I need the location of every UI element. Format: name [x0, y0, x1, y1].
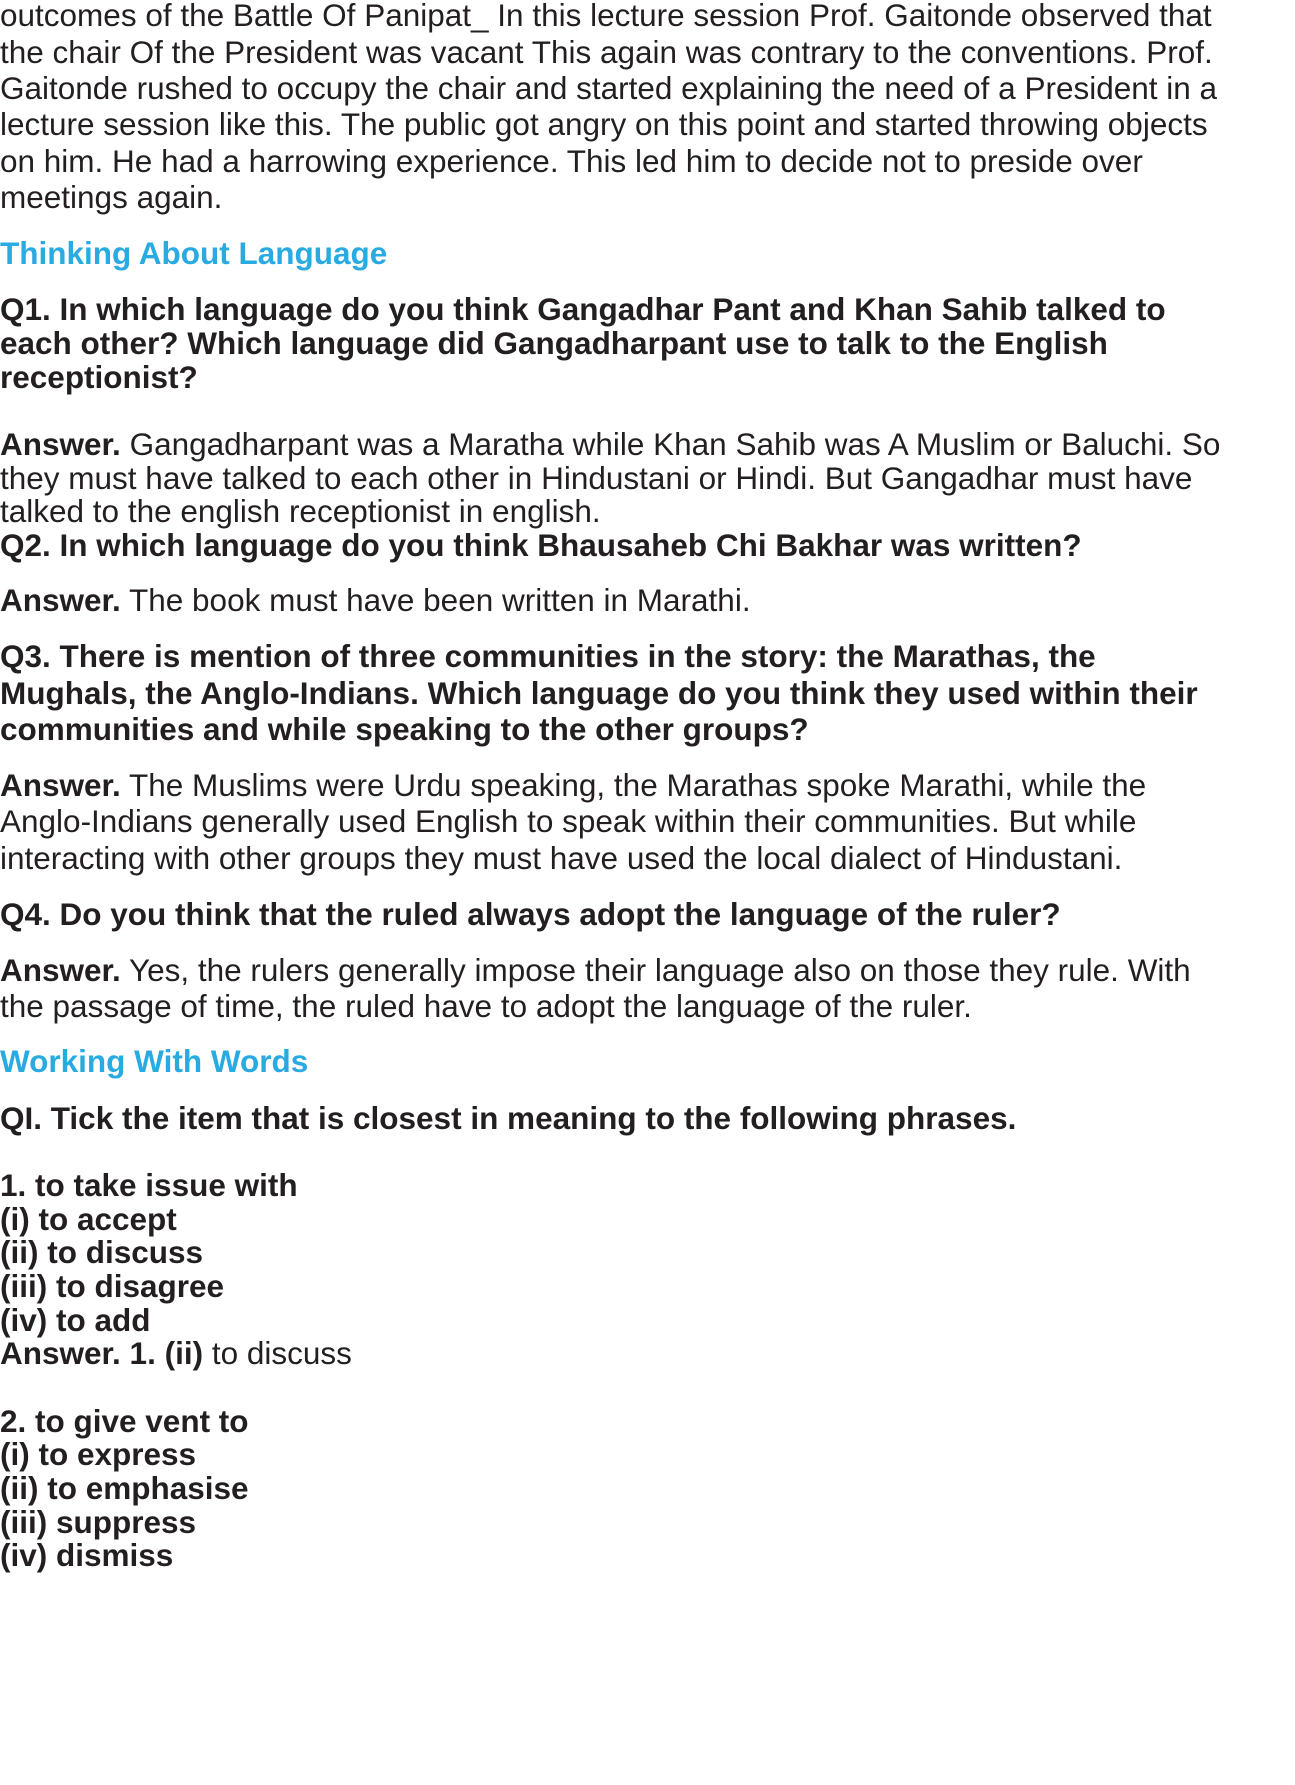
ww-item2-option-1: (i) to express — [0, 1436, 197, 1472]
q4-question: Q4. Do you think that the ruled always adopt the language of the ruler? — [0, 896, 1061, 932]
q3-line-3: communities and while speaking to the other groups? — [0, 711, 809, 747]
q1-line-2: each other? Which language did Gangadharpant use to talk to the English — [0, 325, 1108, 361]
q3-answer-line-2: Anglo-Indians generally used English to speak within their communities. But while — [0, 803, 1137, 839]
q1-line-3: receptionist? — [0, 359, 198, 395]
q1-line-1: Q1. In which language do you think Gangadhar Pant and Khan Sahib talked to — [0, 291, 1166, 327]
answer-label: Answer. — [0, 582, 121, 618]
answer-text: to discuss — [203, 1335, 352, 1371]
answer-text: Gangadharpant was a Maratha while Khan Sahib was A Muslim or Baluchi. So — [120, 426, 1221, 462]
answer-label: Answer. 1. (ii) — [0, 1335, 204, 1371]
answer-text: The book must have been written in Marathi. — [120, 582, 751, 618]
q4-answer-line-1 — [0, 951, 1191, 989]
ww-item2-title: 2. to give vent to — [0, 1403, 249, 1439]
intro-line-4: lecture session like this. The public got angry on this point and started throwing objects — [0, 106, 1208, 142]
answer-label: Answer. — [0, 767, 121, 803]
ww-item2-option-2: (ii) to emphasise — [0, 1470, 249, 1506]
intro-line-5: on him. He had a harrowing experience. This led him to decide not to preside over — [0, 143, 1143, 179]
answer-label: Answer. — [0, 952, 121, 988]
ww-item1-answer — [0, 1334, 352, 1372]
ww-item2-option-4: (iv) dismiss — [0, 1537, 174, 1573]
q3-line-2: Mughals, the Anglo-Indians. Which language do you think they used within their — [0, 675, 1198, 711]
ww-item2-option-3: (iii) suppress — [0, 1504, 197, 1540]
intro-line-3: Gaitonde rushed to occupy the chair and started explaining the need of a President in a — [0, 70, 1218, 106]
ww-instruction: QI. Tick the item that is closest in meaning to the following phrases. — [0, 1100, 1017, 1136]
q2-answer — [0, 581, 751, 619]
q1-answer-line-1 — [0, 425, 1220, 463]
answer-text: The Muslims were Urdu speaking, the Marathas spoke Marathi, while the — [120, 767, 1147, 803]
q3-answer-line-1 — [0, 766, 1146, 804]
ww-item1-title: 1. to take issue with — [0, 1167, 298, 1203]
ww-item1-option-4: (iv) to add — [0, 1302, 151, 1338]
ww-item1-option-2: (ii) to discuss — [0, 1234, 204, 1270]
section-heading-thinking-about-language: Thinking About Language — [0, 235, 388, 271]
q1-answer-line-2: they must have talked to each other in Hindustani or Hindi. But Gangadhar must have — [0, 460, 1193, 496]
q2-question: Q2. In which language do you think Bhausaheb Chi Bakhar was written? — [0, 527, 1082, 563]
answer-text: Yes, the rulers generally impose their language also on those they rule. With — [120, 952, 1191, 988]
intro-line-2: the chair Of the President was vacant This again was contrary to the conventions. Prof. — [0, 34, 1213, 70]
answer-label: Answer. — [0, 426, 121, 462]
q3-line-1: Q3. There is mention of three communities in the story: the Marathas, the — [0, 638, 1096, 674]
q1-answer-line-3: talked to the english receptionist in english. — [0, 493, 601, 529]
q4-answer-line-2: the passage of time, the ruled have to adopt the language of the ruler. — [0, 988, 972, 1024]
ww-item1-option-1: (i) to accept — [0, 1201, 177, 1237]
q3-answer-line-3: interacting with other groups they must have used the local dialect of Hindustani. — [0, 840, 1123, 876]
ww-item1-option-3: (iii) to disagree — [0, 1268, 225, 1304]
section-heading-working-with-words: Working With Words — [0, 1043, 309, 1079]
intro-line-1: outcomes of the Battle Of Panipat_ In this lecture session Prof. Gaitonde observed that — [0, 0, 1212, 33]
intro-line-6: meetings again. — [0, 179, 223, 215]
